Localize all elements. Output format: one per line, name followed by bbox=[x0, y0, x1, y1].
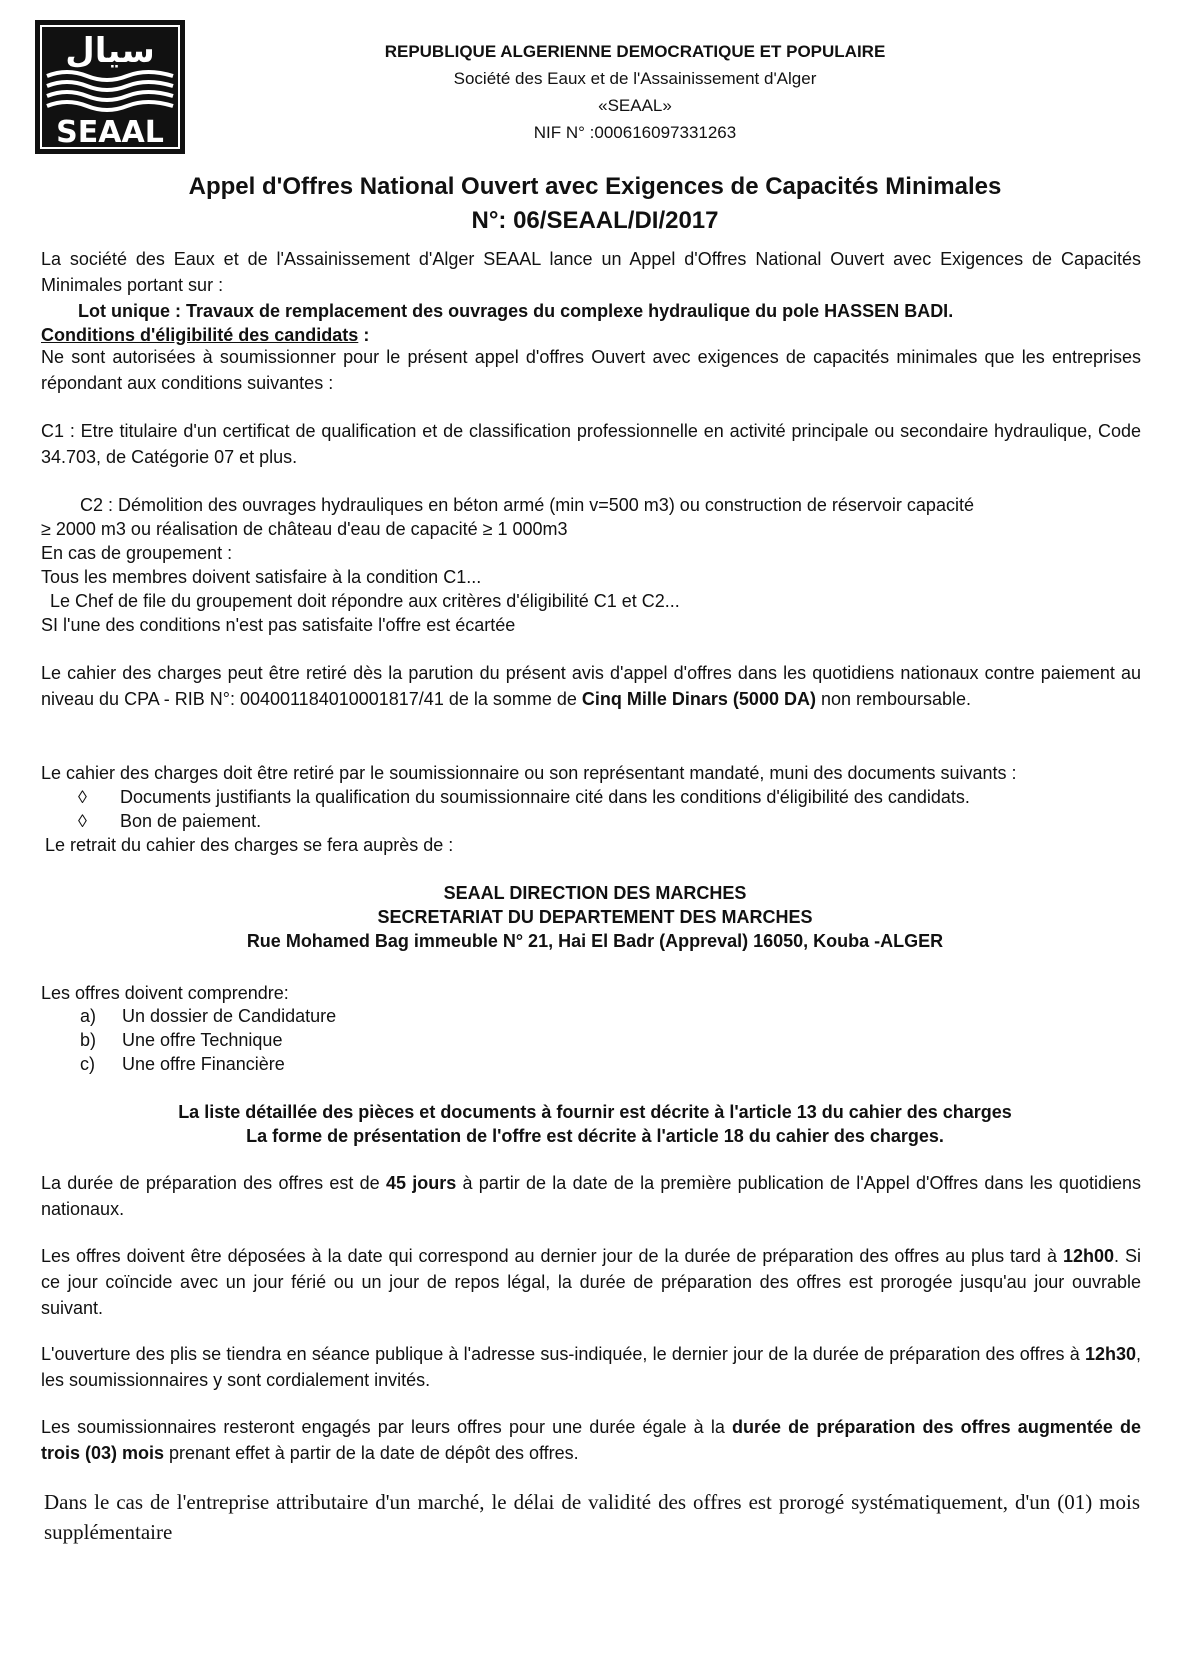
engages-paragraph bbox=[41, 1414, 1141, 1466]
header-company: Société des Eaux et de l'Assainissement d'Alger bbox=[453, 69, 817, 88]
group-members: Tous les membres doivent satisfaire à la condition C1... bbox=[41, 567, 482, 587]
bullet-symbol: ◊ bbox=[78, 787, 87, 807]
condition-c2-line1: C2 : Démolition des ouvrages hydrauliques en béton armé (min v=500 m3) ou construction de réservoir capacité bbox=[80, 495, 974, 515]
intro-paragraph: La société des Eaux et de l'Assainissement d'Alger SEAAL lance un Appel d'Offres National Ouvert avec Exigences de Capacités Minimales portant sur : bbox=[41, 249, 1141, 295]
ouverture-text: L'ouverture des plis se tiendra en séance publique à l'adresse sus-indiquée, le dernier jour de la durée de préparation des offres à bbox=[41, 1344, 1085, 1364]
ouverture-end: , les soumissionnaires y sont cordialement invités. bbox=[41, 1344, 1141, 1390]
address-secretariat: SECRETARIAT DU DEPARTEMENT DES MARCHES bbox=[377, 907, 813, 927]
title-main: Appel d'Offres National Ouvert avec Exigences de Capacités Minimales bbox=[188, 173, 1002, 200]
offres-intro: Les offres doivent comprendre: bbox=[41, 983, 289, 1003]
offres-item-label: b) bbox=[80, 1030, 97, 1050]
bullet-text: Documents justifiants la qualification du soumissionnaire cité dans les conditions d'éligibilité des candidats. bbox=[120, 787, 970, 807]
engages-text: Les soumissionnaires resteront engagés par leurs offres pour une durée égale à la bbox=[41, 1417, 732, 1437]
condition-c2-line2: ≥ 2000 m3 ou réalisation de château d'eau de capacité ≥ 1 000m3 bbox=[41, 519, 568, 539]
offres-item-label: a) bbox=[80, 1006, 97, 1026]
duree-text: La durée de préparation des offres est de bbox=[41, 1173, 386, 1193]
group-leader: Le Chef de file du groupement doit répondre aux critères d'éligibilité C1 et C2... bbox=[50, 591, 680, 611]
title-number: N°: 06/SEAAL/DI/2017 bbox=[471, 207, 719, 234]
final-paragraph: Dans le cas de l'entreprise attributaire d'un marché, le délai de validité des offres est prorogé systématiquement, d'un (01) mois supplémentaire bbox=[44, 1490, 1140, 1544]
header-republic: REPUBLIQUE ALGERIENNE DEMOCRATIQUE ET POPULAIRE bbox=[384, 42, 886, 61]
svg-text:SEAAL: SEAAL bbox=[56, 115, 164, 150]
cahier-retrait-paragraph: Le cahier des charges doit être retiré par le soumissionnaire ou son représentant mandaté, muni des documents suivants : bbox=[41, 763, 1017, 783]
document-title bbox=[100, 170, 1090, 238]
seaal-logo-graphic bbox=[33, 18, 187, 156]
retrait-line: Le retrait du cahier des charges se fera auprès de : bbox=[45, 835, 454, 855]
liste-article-13: La liste détaillée des pièces et documents à fournir est décrite à l'article 13 du cahier des charges bbox=[178, 1102, 1012, 1122]
bullet-item bbox=[78, 784, 970, 810]
ouverture-time: 12h30 bbox=[1084, 1344, 1136, 1364]
header-acronym: «SEAAL» bbox=[598, 96, 672, 115]
group-heading: En cas de groupement : bbox=[41, 543, 233, 563]
bullet-text: Bon de paiement. bbox=[120, 811, 262, 831]
seaal-logo bbox=[33, 18, 187, 156]
engages-end: prenant effet à partir de la date de dépôt des offres. bbox=[164, 1443, 579, 1463]
offres-item bbox=[80, 1003, 336, 1029]
cahier-text: Le cahier des charges peut être retiré dès la parution du présent avis d'appel d'offres dans les quotidiens nationaux contre paiement au niveau du CPA - RIB N°: 004001184010001817/41 de la somme de bbox=[41, 663, 1141, 709]
conditions-heading-text: Conditions d'éligibilité des candidats bbox=[41, 325, 359, 345]
conditions-heading-colon: : bbox=[358, 325, 370, 345]
address-direction: SEAAL DIRECTION DES MARCHES bbox=[443, 883, 747, 903]
offres-item-text: Un dossier de Candidature bbox=[122, 1006, 337, 1026]
offres-item-label: c) bbox=[80, 1054, 95, 1074]
depot-end: . Si ce jour coïncide avec un jour férié ou un jour de repos légal, la durée de préparation des offres est prorogée jusqu'au jour ouvrable suivant. bbox=[41, 1246, 1141, 1318]
offres-item-text: Une offre Financière bbox=[122, 1054, 285, 1074]
depot-text: Les offres doivent être déposées à la date qui correspond au dernier jour de la durée de préparation des offres au plus tard à bbox=[41, 1246, 1063, 1266]
offres-item bbox=[80, 1027, 282, 1053]
conditions-paragraph: Ne sont autorisées à soumissionner pour le présent appel d'offres Ouvert avec exigences de capacités minimales que les entreprises répondant aux conditions suivantes : bbox=[41, 347, 1141, 393]
duree-paragraph bbox=[41, 1170, 1141, 1222]
bullet-item bbox=[78, 808, 261, 834]
group-rejection: SI l'une des conditions n'est pas satisfaite l'offre est écartée bbox=[41, 615, 516, 635]
depot-paragraph bbox=[41, 1243, 1141, 1321]
address-street: Rue Mohamed Bag immeuble N° 21, Hai El Badr (Appreval) 16050, Kouba -ALGER bbox=[246, 931, 944, 951]
duree-end: à partir de la date de la première publication de l'Appel d'Offres dans les quotidiens nationaux. bbox=[41, 1173, 1142, 1219]
offres-item bbox=[80, 1051, 285, 1077]
condition-c1: C1 : Etre titulaire d'un certificat de qualification et de classification professionnelle en activité principale ou secondaire hydraulique, Code 34.703, de Catégorie 07 et plus. bbox=[41, 421, 1141, 467]
header-nif: NIF N° :000616097331263 bbox=[533, 123, 737, 142]
ouverture-paragraph bbox=[41, 1341, 1141, 1393]
document-header bbox=[330, 38, 940, 146]
cahier-paragraph bbox=[41, 660, 1141, 712]
svg-text:سيال: سيال bbox=[65, 31, 155, 71]
depot-time: 12h00 bbox=[1062, 1246, 1115, 1266]
cahier-end: non remboursable. bbox=[815, 689, 972, 709]
liste-article-18: La forme de présentation de l'offre est décrite à l'article 18 du cahier des charges. bbox=[246, 1126, 944, 1146]
duree-days: 45 jours bbox=[385, 1173, 457, 1193]
bullet-symbol: ◊ bbox=[78, 811, 87, 831]
lot-line: Lot unique : Travaux de remplacement des ouvrages du complexe hydraulique du pole HASSEN BADI. bbox=[78, 301, 954, 321]
offres-item-text: Une offre Technique bbox=[122, 1030, 283, 1050]
engages-duration: durée de préparation des offres augmentée de trois (03) mois bbox=[41, 1417, 1141, 1463]
cahier-amount: Cinq Mille Dinars (5000 DA) bbox=[581, 689, 816, 709]
